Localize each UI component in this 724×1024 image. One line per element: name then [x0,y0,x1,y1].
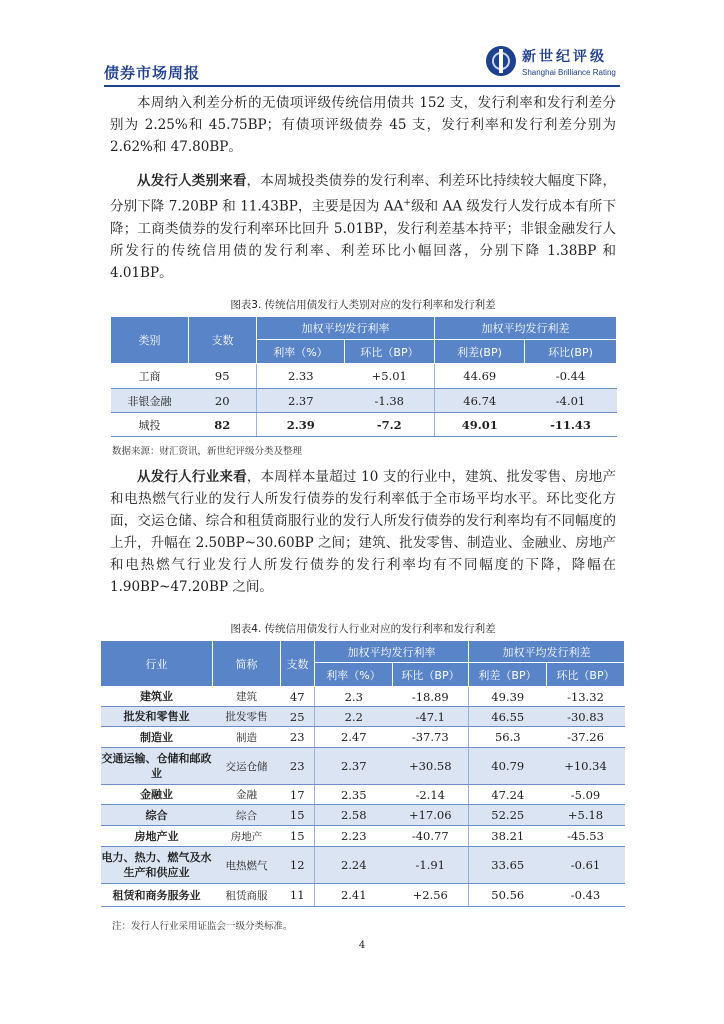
paragraph-issuer-category: 从发行人类别来看，本周城投类债券的发行利率、利差环比持续较大幅度下降，分别下降 7.20BP 和 11.43BP，主要是因为 AA+级和 AA 级发行人发行成本有所下降；工商类债券的发行利率环比回升 5.01BP，发行利差基本持平；非银金融发行人所发行的传统信用债的发行利率、利差环比小幅回落，分别下降 1.38BP 和 4.01BP。 [110,173,617,281]
cell-rate: 2.3 [315,687,393,707]
col-header-category: 类别 [111,317,189,364]
cell-rate: 2.58 [315,805,393,826]
table-row [101,785,625,805]
cell-rate-change: -40.77 [393,826,469,847]
cell-rate-change: -1.91 [393,847,469,884]
report-title: 债券市场周报 [104,64,201,82]
col-header-spread-change: 环比（BP） [547,663,625,687]
table3-source-note: 数据来源：财汇资讯，新世纪评级分类及整理 [112,446,303,457]
paragraph-rating-summary: 本周纳入利差分析的无债项评级传统信用债共 152 支，发行利率和发行利差分别为 2.25%和 45.75BP；有债项评级债券 45 支，发行利率和发行利差分别为 2.62%和 47.80BP。 [110,95,616,155]
cell-count: 23 [281,727,315,748]
col-group-rate: 加权平均发行利率 [315,641,469,663]
col-header-spread-change: 环比(BP) [525,340,617,364]
logo-english-name: Shanghai Brilliance Rating [522,68,616,77]
cell-industry: 金融业 [101,785,213,805]
header-divider [104,85,620,87]
cell-rate-change: -18.89 [393,687,469,707]
table-row [101,805,625,826]
table-row: 非银金融 20 2.37 -1.38 46.74 -4.01 [111,389,617,413]
cell-industry: 房地产业 [101,826,213,847]
cell-spread-change: -13.32 [547,687,625,707]
cell-spread: 33.65 [469,847,547,884]
cell-rate-change: +2.56 [393,884,469,907]
col-group-spread: 加权平均发行利差 [435,317,617,340]
col-group-rate: 加权平均发行利率 [257,317,435,340]
table-row: 工商 95 2.33 +5.01 44.69 -0.44 [111,364,617,389]
col-header-rate-change: 环比（BP） [345,340,435,364]
cell-spread-change: -0.43 [547,884,625,907]
cell-abbr: 房地产 [213,826,281,847]
cell-spread-change: +5.18 [547,805,625,826]
cell-abbr: 建筑 [213,687,281,707]
cell-industry: 综合 [101,805,213,826]
cell-abbr: 综合 [213,805,281,826]
cell-rate-change: -2.14 [393,785,469,805]
page-header [104,40,620,88]
cell-industry: 制造业 [101,727,213,748]
cell-industry: 租赁和商务服务业 [101,884,213,907]
logo-emblem-icon [486,46,516,76]
cell-spread-change: -0.61 [547,847,625,884]
col-group-spread: 加权平均发行利差 [469,641,625,663]
cell-count: 25 [281,707,315,727]
cell-spread-change: -37.26 [547,727,625,748]
cell-industry: 电力、热力、燃气及水生产和供应业 [101,847,213,884]
table3-caption: 图表3. 传统信用债发行人类别对应的发行利率和发行利差 [230,299,496,311]
col-header-rate: 利率（%） [257,340,345,364]
issuer-industry-table [100,640,625,907]
col-header-count: 支数 [281,641,315,687]
table-row [101,884,625,907]
table-row [101,826,625,847]
cell-rate: 2.23 [315,826,393,847]
col-header-spread: 利差（BP） [469,663,547,687]
col-header-count: 支数 [189,317,257,364]
page-number: 4 [358,940,366,951]
cell-spread: 50.56 [469,884,547,907]
cell-count: 23 [281,748,315,785]
cell-count: 12 [281,847,315,884]
cell-rate: 2.35 [315,785,393,805]
cell-abbr: 制造 [213,727,281,748]
cell-count: 11 [281,884,315,907]
cell-spread: 56.3 [469,727,547,748]
cell-spread-change: +10.34 [547,748,625,785]
table4-caption: 图表4. 传统信用债发行人行业对应的发行利率和发行利差 [230,623,496,635]
table-row [101,727,625,748]
cell-spread: 47.24 [469,785,547,805]
cell-count: 15 [281,826,315,847]
paragraph-lead: 从发行人行业来看 [137,469,247,485]
col-header-spread: 利差(BP) [435,340,525,364]
brilliance-logo [486,42,620,84]
cell-rate: 2.2 [315,707,393,727]
cell-rate: 2.41 [315,884,393,907]
col-header-rate-change: 环比（BP） [393,663,469,687]
table-row: 城投 82 2.39 -7.2 49.01 -11.43 [111,413,617,437]
cell-spread: 46.55 [469,707,547,727]
cell-industry: 批发和零售业 [101,707,213,727]
cell-spread-change: -30.83 [547,707,625,727]
cell-spread: 38.21 [469,826,547,847]
cell-industry: 交通运输、仓储和邮政业 [101,748,213,785]
cell-rate: 2.37 [315,748,393,785]
cell-count: 15 [281,805,315,826]
cell-abbr: 金融 [213,785,281,805]
issuer-category-table [110,316,617,437]
cell-count: 47 [281,687,315,707]
cell-spread: 52.25 [469,805,547,826]
paragraph-lead: 从发行人类别来看 [137,173,247,189]
cell-rate: 2.47 [315,727,393,748]
cell-rate-change: +30.58 [393,748,469,785]
cell-rate: 2.24 [315,847,393,884]
cell-spread-change: -5.09 [547,785,625,805]
cell-rate-change: -47.1 [393,707,469,727]
cell-abbr: 租赁商服 [213,884,281,907]
table-row [101,847,625,884]
cell-count: 17 [281,785,315,805]
logo-chinese-name: 新世纪评级 [522,49,607,65]
cell-abbr: 电热燃气 [213,847,281,884]
col-header-industry: 行业 [101,641,213,687]
cell-abbr: 批发零售 [213,707,281,727]
table-row [101,687,625,707]
col-header-abbr: 简称 [213,641,281,687]
cell-rate-change: +17.06 [393,805,469,826]
cell-spread: 40.79 [469,748,547,785]
cell-rate-change: -37.73 [393,727,469,748]
table4-footnote: 注：发行人行业采用证监会一级分类标准。 [112,921,293,932]
cell-spread: 49.39 [469,687,547,707]
cell-spread-change: -45.53 [547,826,625,847]
cell-abbr: 交运仓储 [213,748,281,785]
table-row [101,748,625,785]
col-header-rate: 利率（%） [315,663,393,687]
paragraph-issuer-industry: 从发行人行业来看，本周样本量超过 10 支的行业中，建筑、批发零售、房地产和电热燃气行业的发行人所发行债券的发行利率低于全市场平均水平。环比变化方面，交运仓储、综合和租赁商服行业的发行人所发行债券的发行利率均有不同幅度的上升，升幅在 2.50BP~30.60BP 之间；建筑、批发零售、制造业、金融业、房地产和电热燃气行业发行人所发行债券的发行利率均有不同幅度的下降，降幅在 1.90BP~47.20BP 之间。 [110,469,617,595]
cell-industry: 建筑业 [101,687,213,707]
table-row [101,707,625,727]
